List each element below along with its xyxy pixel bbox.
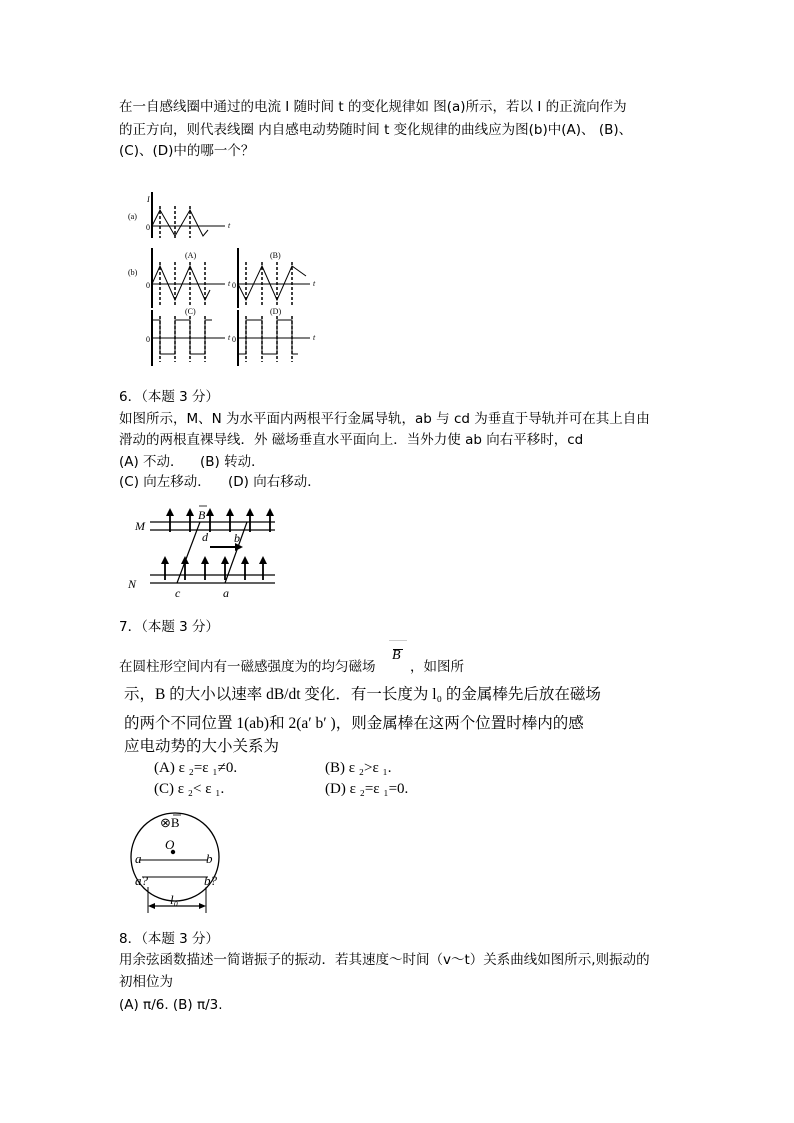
svg-text:t: t bbox=[313, 333, 316, 342]
svg-text:N: N bbox=[128, 577, 137, 591]
svg-text:0: 0 bbox=[232, 335, 236, 344]
q7-option-d: (D) ε ₂=ε ₁=0. bbox=[325, 781, 409, 797]
svg-text:c: c bbox=[175, 586, 181, 600]
svg-text:0: 0 bbox=[146, 223, 150, 232]
svg-text:(A): (A) bbox=[185, 251, 197, 260]
svg-text:t: t bbox=[228, 221, 231, 230]
q8-text-line1: 用余弦函数描述一简谐振子的振动．若其速度～时间（v～t）关系曲线如图所示,则振动的 bbox=[119, 952, 650, 968]
q6-option-a: (A) 不动． bbox=[119, 454, 184, 470]
q5-figure bbox=[120, 190, 330, 370]
svg-text:(B): (B) bbox=[270, 251, 281, 260]
q7-option-b: (B) ε ₂>ε ₁. bbox=[325, 760, 392, 776]
q8-text-line2: 初相位为 bbox=[119, 974, 173, 990]
svg-text:d: d bbox=[202, 530, 208, 544]
q7-text-line1: 在圆柱形空间内有一磁感强度为的均匀磁场 bbox=[119, 659, 376, 675]
svg-text:b: b bbox=[206, 851, 213, 866]
svg-text:t: t bbox=[228, 279, 231, 288]
q5-text-line2: 的正方向，则代表线圈 内自感电动势随时间 t 变化规律的曲线应为图(b)中(A)、 (B)、 bbox=[119, 122, 633, 138]
svg-text:(b): (b) bbox=[128, 268, 138, 277]
svg-text:0: 0 bbox=[146, 281, 150, 290]
svg-text:t: t bbox=[313, 279, 316, 288]
q8-header: 8．（本题 3 分） bbox=[119, 931, 220, 947]
q7-figure bbox=[128, 805, 228, 915]
svg-text:b?: b? bbox=[204, 873, 217, 888]
q8-options: (A) π/6. (B) π/3. bbox=[119, 997, 223, 1013]
svg-text:0: 0 bbox=[232, 281, 236, 290]
q7-text-line3: 的两个不同位置 1(ab)和 2(a′ b′ )，则金属棒在这两个位置时棒内的感 bbox=[124, 715, 584, 732]
q7-text-line1-end: ，如图所 bbox=[410, 659, 464, 675]
svg-text:M: M bbox=[135, 519, 145, 533]
svg-text:0: 0 bbox=[146, 335, 150, 344]
svg-text:t: t bbox=[228, 333, 231, 342]
q6-header: 6．（本题 3 分） bbox=[119, 389, 220, 405]
q7-b-vector-image: B bbox=[387, 640, 409, 670]
svg-text:⊗B: ⊗B bbox=[160, 815, 180, 830]
svg-text:O: O bbox=[165, 837, 175, 852]
q6-option-b: (B) 转动． bbox=[200, 454, 265, 470]
q6-text-line2: 滑动的两根直裸导线．外 磁场垂直水平面向上．当外力使 ab 向右平移时，cd bbox=[119, 432, 584, 448]
q6-option-c: (C) 向左移动． bbox=[119, 474, 211, 490]
q5-text-line3: (C)、(D)中的哪一个？ bbox=[119, 143, 255, 159]
svg-text:(D): (D) bbox=[270, 307, 282, 316]
q7-text-line4: 应电动势的大小关系为 bbox=[124, 738, 280, 755]
q6-figure bbox=[125, 500, 285, 600]
q7-option-a: (A) ε ₂=ε ₁≠0. bbox=[154, 760, 238, 776]
svg-text:a: a bbox=[135, 851, 142, 866]
q7-option-c: (C) ε ₂< ε ₁. bbox=[154, 781, 225, 797]
q6-option-d: (D) 向右移动． bbox=[228, 474, 321, 490]
svg-text:b: b bbox=[234, 531, 240, 545]
svg-text:I: I bbox=[147, 195, 150, 204]
svg-text:a?: a? bbox=[135, 873, 148, 888]
q6-text-line1: 如图所示，M、N 为水平面内两根平行金属导轨，ab 与 cd 为垂直于导轨并可在其上自由 bbox=[119, 411, 650, 427]
svg-text:l₀: l₀ bbox=[170, 892, 179, 907]
svg-text:(a): (a) bbox=[128, 212, 137, 221]
q5-text-line1: 在一自感线圈中通过的电流 I 随时间 t 的变化规律如 图(a)所示，若以 I 的正流向作为 bbox=[119, 99, 627, 115]
svg-text:B: B bbox=[198, 508, 206, 522]
q7-header: 7．（本题 3 分） bbox=[119, 619, 220, 635]
svg-text:(C): (C) bbox=[185, 307, 196, 316]
svg-text:a: a bbox=[223, 586, 229, 600]
q7-text-line2: 示，B 的大小以速率 dB/dt 变化．有一长度为 l₀ 的金属棒先后放在磁场 bbox=[124, 686, 601, 703]
